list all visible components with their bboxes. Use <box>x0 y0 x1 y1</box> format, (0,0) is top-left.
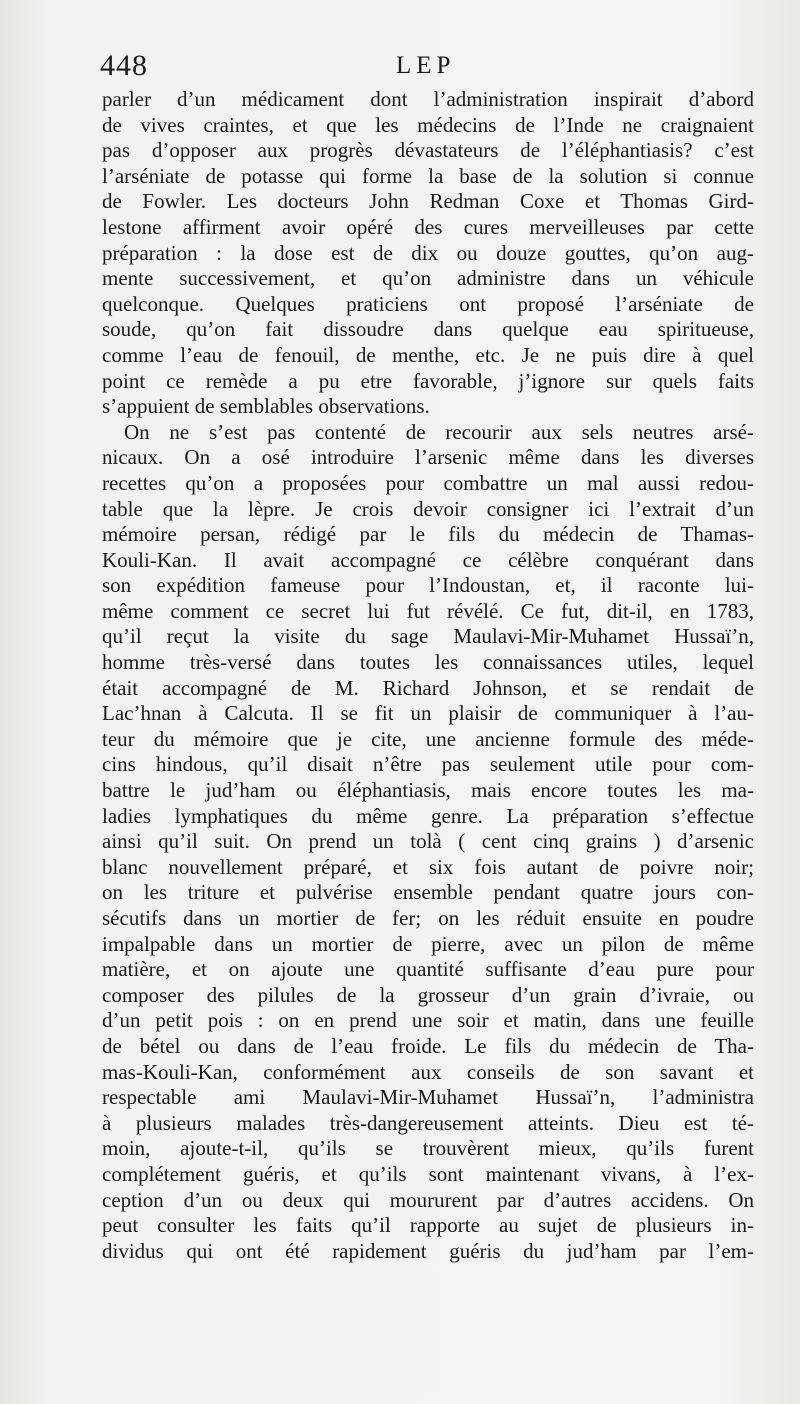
text-line: nicaux. On a osé introduire l’arsenic même dans les diverses <box>102 445 754 470</box>
text-line: recettes qu’on a proposées pour combattre un mal aussi redou- <box>102 470 754 495</box>
text-line: l’arséniate de potasse qui forme la base de la solution si connue <box>102 163 754 188</box>
text-line: complétement guéris, et qu’ils sont maintenant vivans, à l’ex- <box>102 1161 754 1186</box>
text-line: préparation : la dose est de dix ou douze gouttes, qu’on aug- <box>102 240 754 265</box>
text-line: s’appuient de semblables observations. <box>102 394 430 419</box>
text-line: respectable ami Maulavi-Mir-Muhamet Hussaï’n, l’administra <box>102 1085 754 1110</box>
text-line: impalpable dans un mortier de pierre, avec un pilon de même <box>102 931 754 956</box>
text-line: de bétel ou dans de l’eau froide. Le fils du médecin de Tha- <box>102 1033 754 1058</box>
page-header <box>100 46 760 86</box>
text-line: quelconque. Quelques praticiens ont proposé l’arséniate de <box>102 291 754 316</box>
text-line: battre le jud’ham ou éléphantiasis, mais encore toutes les ma- <box>102 778 754 803</box>
text-line: ainsi qu’il suit. On prend un tolà ( cent cinq grains ) d’arsenic <box>102 829 754 854</box>
text-line: à plusieurs malades très-dangereusement atteints. Dieu est té- <box>102 1110 754 1135</box>
text-line: qu’il reçut la visite du sage Maulavi-Mir-Muhamet Hussaï’n, <box>102 624 754 649</box>
text-line: Lac’hnan à Calcuta. Il se fit un plaisir de communiquer à l’au- <box>102 701 754 726</box>
text-line: composer des pilules de la grosseur d’un grain d’ivraie, ou <box>102 982 754 1007</box>
text-line: table que la lèpre. Je crois devoir consigner ici l’extrait d’un <box>102 496 754 521</box>
text-line: On ne s’est pas contenté de recourir aux sels neutres arsé- <box>124 419 754 444</box>
text-line: mémoire persan, rédigé par le fils du médecin de Thamas- <box>102 522 754 547</box>
text-line: sécutifs dans un mortier de fer; on les réduit ensuite en poudre <box>102 906 754 930</box>
text-line: parler d’un médicament dont l’administration inspirait d’abord <box>102 87 754 111</box>
text-line: point ce remède a pu etre favorable, j’ignore sur quels faits <box>102 368 754 393</box>
text-line: teur du mémoire que je cite, une ancienne formule des méde- <box>102 726 754 751</box>
text-line: blanc nouvellement préparé, et six fois autant de poivre noir; <box>102 854 754 879</box>
text-line: matière, et on ajoute une quantité suffisante d’eau pure pour <box>102 957 754 982</box>
text-line: de vives craintes, et que les médecins de l’Inde ne craignaient <box>102 112 754 137</box>
text-line: mas-Kouli-Kan, conformément aux conseils de son savant et <box>102 1059 754 1084</box>
text-line: était accompagné de M. Richard Johnson, et se rendait de <box>102 675 754 700</box>
text-line: soude, qu’on fait dissoudre dans quelque eau spiritueuse, <box>102 317 754 342</box>
text-line: ladies lymphatiques du même genre. La préparation s’effectue <box>102 803 754 828</box>
text-line: on les triture et pulvérise ensemble pendant quatre jours con- <box>102 880 754 905</box>
text-line: son expédition fameuse pour l’Indoustan, et, il raconte lui- <box>102 573 754 598</box>
text-line: moin, ajoute-t-il, qu’ils se trouvèrent mieux, qu’ils furent <box>102 1136 754 1161</box>
text-line: pas d’opposer aux progrès dévastateurs de l’éléphantiasis? c’est <box>102 138 754 163</box>
text-line: ception d’un ou deux qui moururent par d’autres accidens. On <box>102 1187 754 1212</box>
text-line: d’un petit pois : on en prend une soir et matin, dans une feuille <box>102 1008 754 1033</box>
text-line: lestone affirment avoir opéré des cures merveilleuses par cette <box>102 214 754 239</box>
text-line: peut consulter les faits qu’il rapporte au sujet de plusieurs in- <box>102 1213 754 1238</box>
text-line: Kouli-Kan. Il avait accompagné ce célèbre conquérant dans <box>102 547 754 572</box>
text-line: de Fowler. Les docteurs John Redman Coxe et Thomas Gird- <box>102 189 754 214</box>
running-head: LEP <box>396 52 456 79</box>
text-line: cins hindous, qu’il disait n’être pas seulement utile pour com- <box>102 752 754 777</box>
text-line: homme très-versé dans toutes les connaissances utiles, lequel <box>102 650 754 675</box>
text-line: comme l’eau de fenouil, de menthe, etc. Je ne puis dire à quel <box>102 342 754 367</box>
text-line: même comment ce secret lui fut révélé. Ce fut, dit-il, en 1783, <box>102 598 754 623</box>
page-number: 448 <box>100 49 148 82</box>
body-text <box>102 87 754 1264</box>
text-line: dividus qui ont été rapidement guéris du jud’ham par l’em- <box>102 1238 754 1263</box>
text-line: mente successivement, et qu’on administre dans un véhicule <box>102 266 754 291</box>
